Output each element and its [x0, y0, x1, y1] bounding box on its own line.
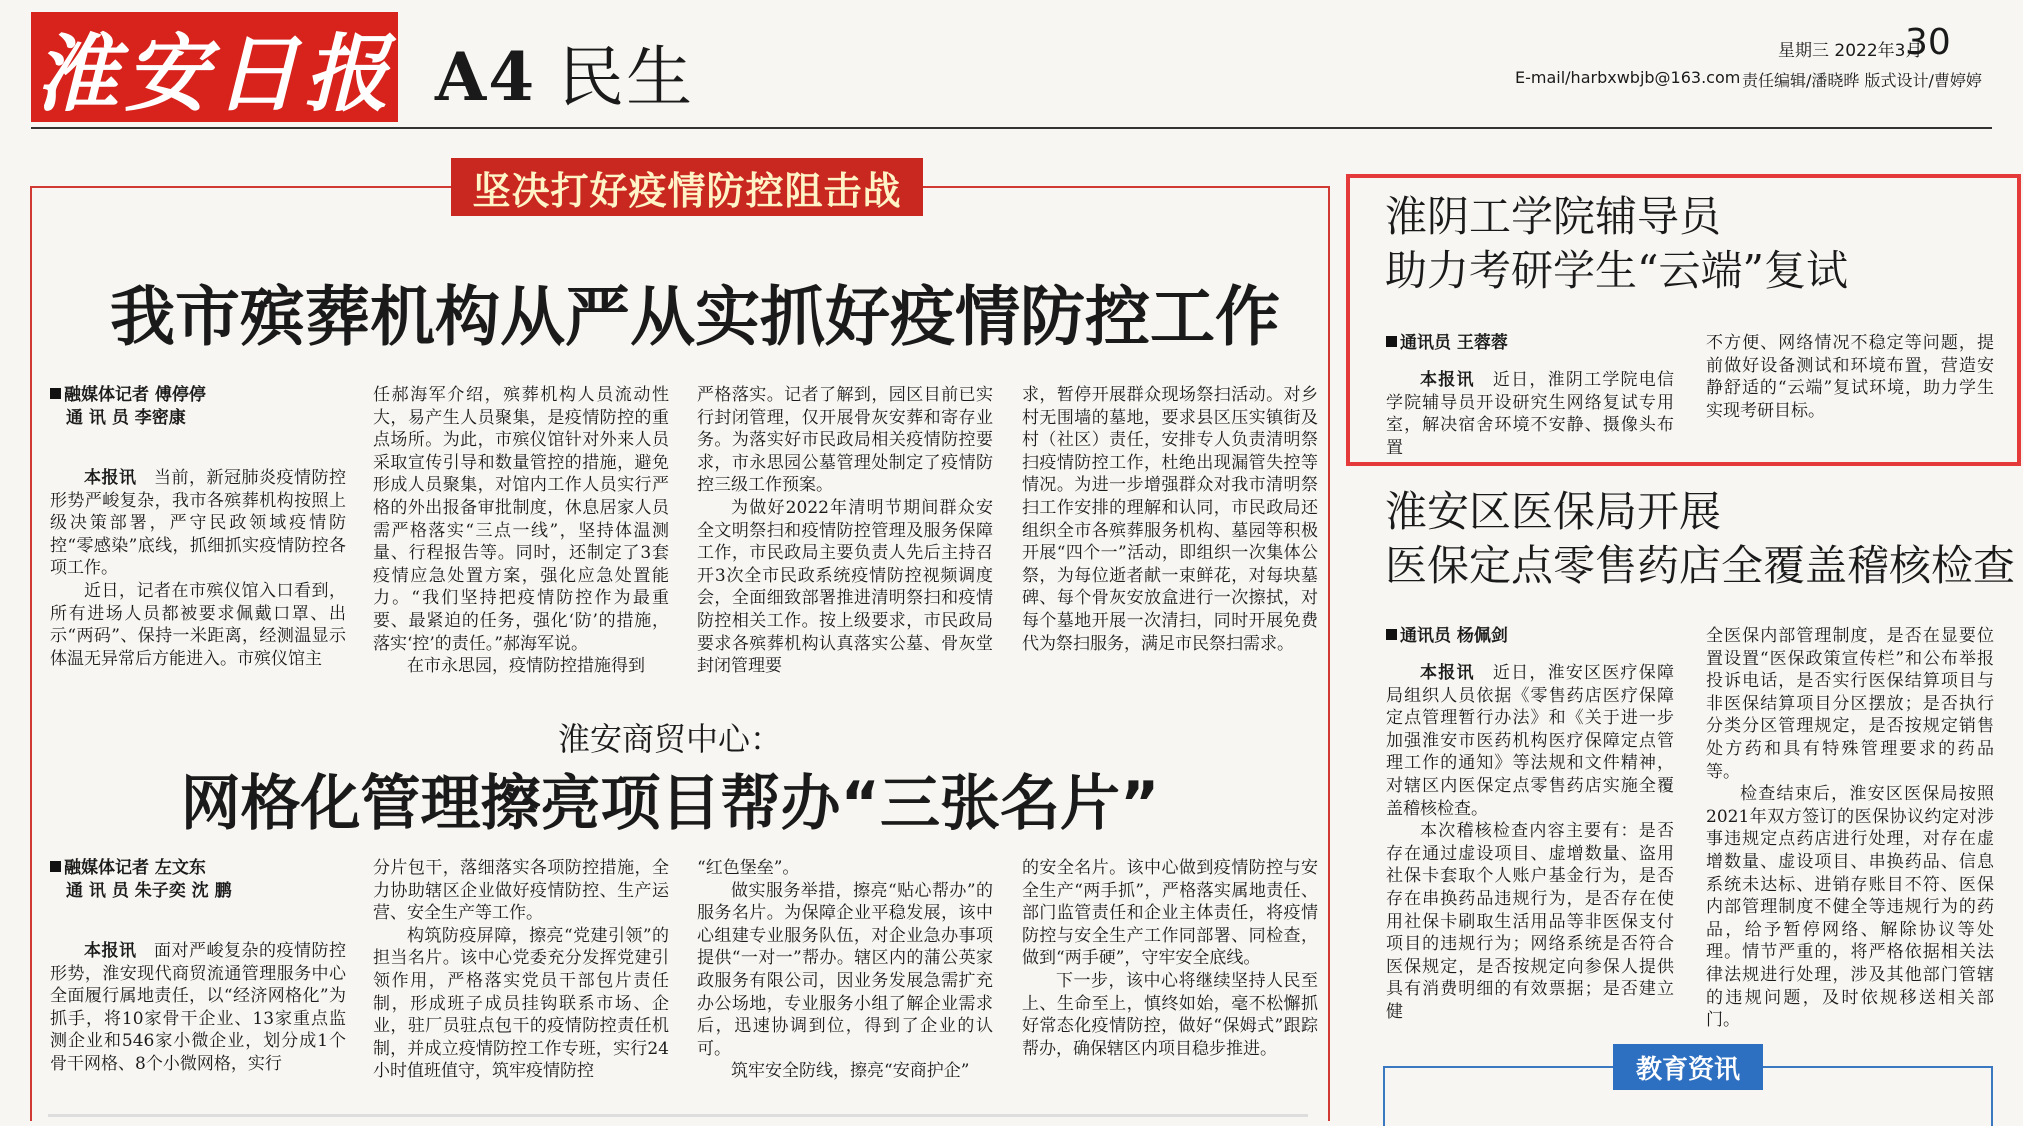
- article2-paragraph: 构筑防疫屏障，擦亮“党建引领”的担当名片。该中心党委充分发挥党建引领作用，严格落实党员干部包片责任制，形成班子成员挂钩联系市场、企业，驻厂员驻点包干的疫情防控责任机制，并成立疫情防控工作专班，实行24小时值班值守，筑牢疫情防控: [373, 925, 669, 1082]
- article4-column-2: [1706, 625, 1994, 1032]
- article3-paragraph: 不方便、网络情况不稳定等问题，提前做好设备测试和环境布置，营造安静舒适的“云端”复试环境，助力学生实现考研目标。: [1706, 333, 1994, 421]
- page-number: A4: [435, 38, 537, 116]
- article2-paragraph: 下一步，该中心将继续坚持人民至上、生命至上，慎终如始，毫不松懈抓好常态化疫情防控，做好“保姆式”跟踪帮办，确保辖区内项目稳步推进。: [1022, 970, 1318, 1059]
- article1-column-1: [50, 384, 346, 670]
- article2-column-1: [50, 857, 346, 1076]
- article1-paragraph: 为做好2022年清明节期间群众安全文明祭扫和疫情防控管理及服务保障工作，市民政局主要负责人先后主持召开3次全市民政系统疫情防控视频调度会，全面细致部署推进清明祭扫和疫情防控相关工作。按上级要求，市民政局要求各殡葬机构认真落实公墓、骨灰堂封闭管理要: [697, 497, 993, 677]
- article3-paragraph: 本报讯 近日，淮阴工学院电信学院辅导员开设研究生网络复试专用室，解决宿舍环境不安静、摄像头布置: [1386, 370, 1675, 458]
- issue-date: 星期三 2022年3月: [1778, 41, 1923, 61]
- article1-paragraph: 本报讯 当前，新冠肺炎疫情防控形势严峻复杂，我市各殡葬机构按照上级决策部署，严守民政领域疫情防控“零感染”底线，抓细抓实疫情防控各项工作。: [50, 468, 346, 579]
- square-bullet-icon: [1386, 629, 1397, 640]
- contact-email[interactable]: E-mail/harbxwbjb@163.com: [1515, 68, 1741, 87]
- article1-paragraph: 任郝海军介绍，殡葬机构人员流动性大，易产生人员聚集，是疫情防控的重点场所。为此，市殡仪馆针对外来人员采取宣传引导和数量管控的措施，避免形成人员聚集，对馆内工作人员实行严格的外出报备审批制度，休息居家人员需严格落实“三点一线”，坚持体温测量、行程报告等。同时，还制定了3套疫情应急处置方案，强化应急处置能力。“我们坚持把疫情防控作为最重要、最紧迫的任务，强化‘防’的措施，落实‘控’的责任。”郝海军说。: [373, 385, 669, 654]
- article2-paragraph: 筑牢安全防线，擦亮“安商护企”: [731, 1061, 970, 1082]
- article4-paragraph: 本报讯 近日，淮安区医疗保障局组织人员依据《零售药店医疗保障定点管理暂行办法》和《关于进一步加强淮安市医药机构医疗保障定点管理工作的通知》等法规和文件精神，对辖区内医保定点零售药店实施全覆盖稽核检查。: [1386, 663, 1675, 819]
- article1-byline: 融媒体记者 傅停停 通 讯 员 李密康: [50, 384, 346, 430]
- masthead-divider: [31, 127, 1992, 129]
- article4-column-1: [1386, 625, 1674, 1024]
- article3-column-1: [1386, 332, 1674, 459]
- article2-paragraph: 分片包干，落细落实各项防控措施，全力协助辖区企业做好疫情防控、生产运营、安全生产等工作。: [373, 858, 669, 924]
- topic-banner: 坚决打好疫情防控阻击战: [451, 158, 923, 216]
- article2-paragraph: 的安全名片。该中心做到疫情防控与安全生产“两手抓”，严格落实属地责任、部门监管责任和企业主体责任，将疫情防控与安全生产工作同部署、同检查，做到“两手硬”，守牢安全底线。: [1022, 858, 1318, 969]
- page-label: [435, 24, 694, 119]
- article2-column-3: [697, 857, 993, 1083]
- article2-kicker: 淮安商贸中心：: [557, 720, 782, 758]
- article1-paragraph: 近日，记者在市殡仪馆入口看到，所有进场人员都被要求佩戴口罩、出示“两码”、保持一米距离，经测温显示体温无异常后方能进入。市殡仪馆主: [50, 580, 346, 669]
- square-bullet-icon: [50, 388, 61, 399]
- education-news-tag[interactable]: 教育资讯: [1613, 1044, 1763, 1090]
- article2-paragraph: “红色堡垒”。: [697, 858, 800, 878]
- square-bullet-icon: [1386, 336, 1397, 347]
- article1-paragraph: 严格落实。记者了解到，园区目前已实行封闭管理，仅开展骨灰安葬和寄存业务。为落实好市民政局相关疫情防控要求，市永思园公墓管理处制定了疫情防控三级工作预案。: [697, 385, 993, 496]
- issue-day: 30: [1905, 22, 1951, 63]
- article4-paragraph: 全医保内部管理制度，是否在显要位置设置“医保政策宣传栏”和公布举报投诉电话，是否实行医保结算项目与非医保结算项目分区摆放；是否执行分类分区管理规定，是否按规定销售处方药和具有特殊管理要求的药品等。: [1706, 626, 1994, 782]
- section-bottom-rule: [48, 1114, 1308, 1117]
- article2-byline: 融媒体记者 左文东 通 讯 员 朱子奕 沈 鹏: [50, 857, 346, 903]
- article4-headline[interactable]: 淮安区医保局开展 医保定点零售药店全覆盖稽核检查: [1385, 487, 2016, 590]
- article3-column-2: [1706, 332, 1994, 422]
- article4-paragraph: 检查结束后，淮安区医保局按照2021年双方签订的医保协议约定对涉事违规定点药店进行处理，对存在虚增数量、虚设项目、串换药品、信息系统未达标、进销存账目不符、医保内部管理制度不健全等违规行为的药品，给予暂停网络、解除协议等处理。情节严重的，将严格依据相关法律法规进行处理，涉及其他部门管辖的违规问题，及时依规移送相关部门。: [1706, 784, 1994, 1031]
- article2-column-2: [373, 857, 669, 1083]
- article4-byline: 通讯员 杨佩剑: [1386, 625, 1674, 648]
- square-bullet-icon: [50, 861, 61, 872]
- article2-paragraph: 本报讯 面对严峻复杂的疫情防控形势，淮安现代商贸流通管理服务中心全面履行属地责任，以“经济网格化”为抓手，将10家骨干企业、13家重点监测企业和546家小微企业，划分成1个骨干网格、8个小微网格，实行: [50, 941, 346, 1074]
- article2-paragraph: 做实服务举措，擦亮“贴心帮办”的服务名片。为保障企业平稳发展，该中心组建专业服务队伍，对企业急办事项提供“一对一”帮办。辖区内的蒲公英家政服务有限公司，因业务发展急需扩充办公场地，专业服务小组了解企业需求后，迅速协调到位，得到了企业的认可。: [697, 880, 993, 1059]
- article3-headline[interactable]: 淮阴工学院辅导员 助力考研学生“云端”复试: [1385, 192, 1848, 295]
- article4-paragraph: 本次稽核检查内容主要有：是否存在通过虚设项目、虚增数量、盗用社保卡套取个人账户基金行为，是否存在串换药品违规行为，是否存在使用社保卡刷取生活用品等非医保支付项目的违规行为；网络系统是否符合医保规定，是否按规定向参保人提供具有消费明细的有效票据；是否建立健: [1386, 821, 1674, 1022]
- article2-column-4: [1022, 857, 1318, 1060]
- article1-column-2: [373, 384, 669, 678]
- article1-column-4: [1022, 384, 1318, 655]
- article1-paragraph: 在市永思园，疫情防控措施得到: [407, 656, 645, 677]
- article1-paragraph: 求，暂停开展群众现场祭扫活动。对乡村无围墙的墓地，要求县区压实镇街及村（社区）责任，安排专人负责清明祭扫疫情防控工作，杜绝出现漏管失控等情况。为进一步增强群众对我市清明祭扫工作安排的理解和认同，市民政局还组织全市各殡葬服务机构、墓园等积极开展“四个一”活动，即组织一次集体公祭，为每位逝者献一束鲜花，对每块墓碑、每个骨灰安放盒进行一次擦拭，对每个墓地开展一次清扫，同时开展免费代为祭扫服务，满足市民祭扫需求。: [1022, 385, 1318, 654]
- article1-headline[interactable]: 我市殡葬机构从严从实抓好疫情防控工作: [109, 280, 1280, 355]
- section-name: 民生: [558, 39, 695, 116]
- newspaper-logo: 淮安日报: [31, 12, 398, 122]
- article1-column-3: [697, 384, 993, 678]
- article2-headline[interactable]: 网格化管理擦亮项目帮办“三张名片”: [180, 769, 1160, 839]
- editor-credits: 责任编辑/潘晓晔 版式设计/曹婷婷: [1742, 71, 1982, 90]
- article3-byline: 通讯员 王蓉蓉: [1386, 332, 1674, 355]
